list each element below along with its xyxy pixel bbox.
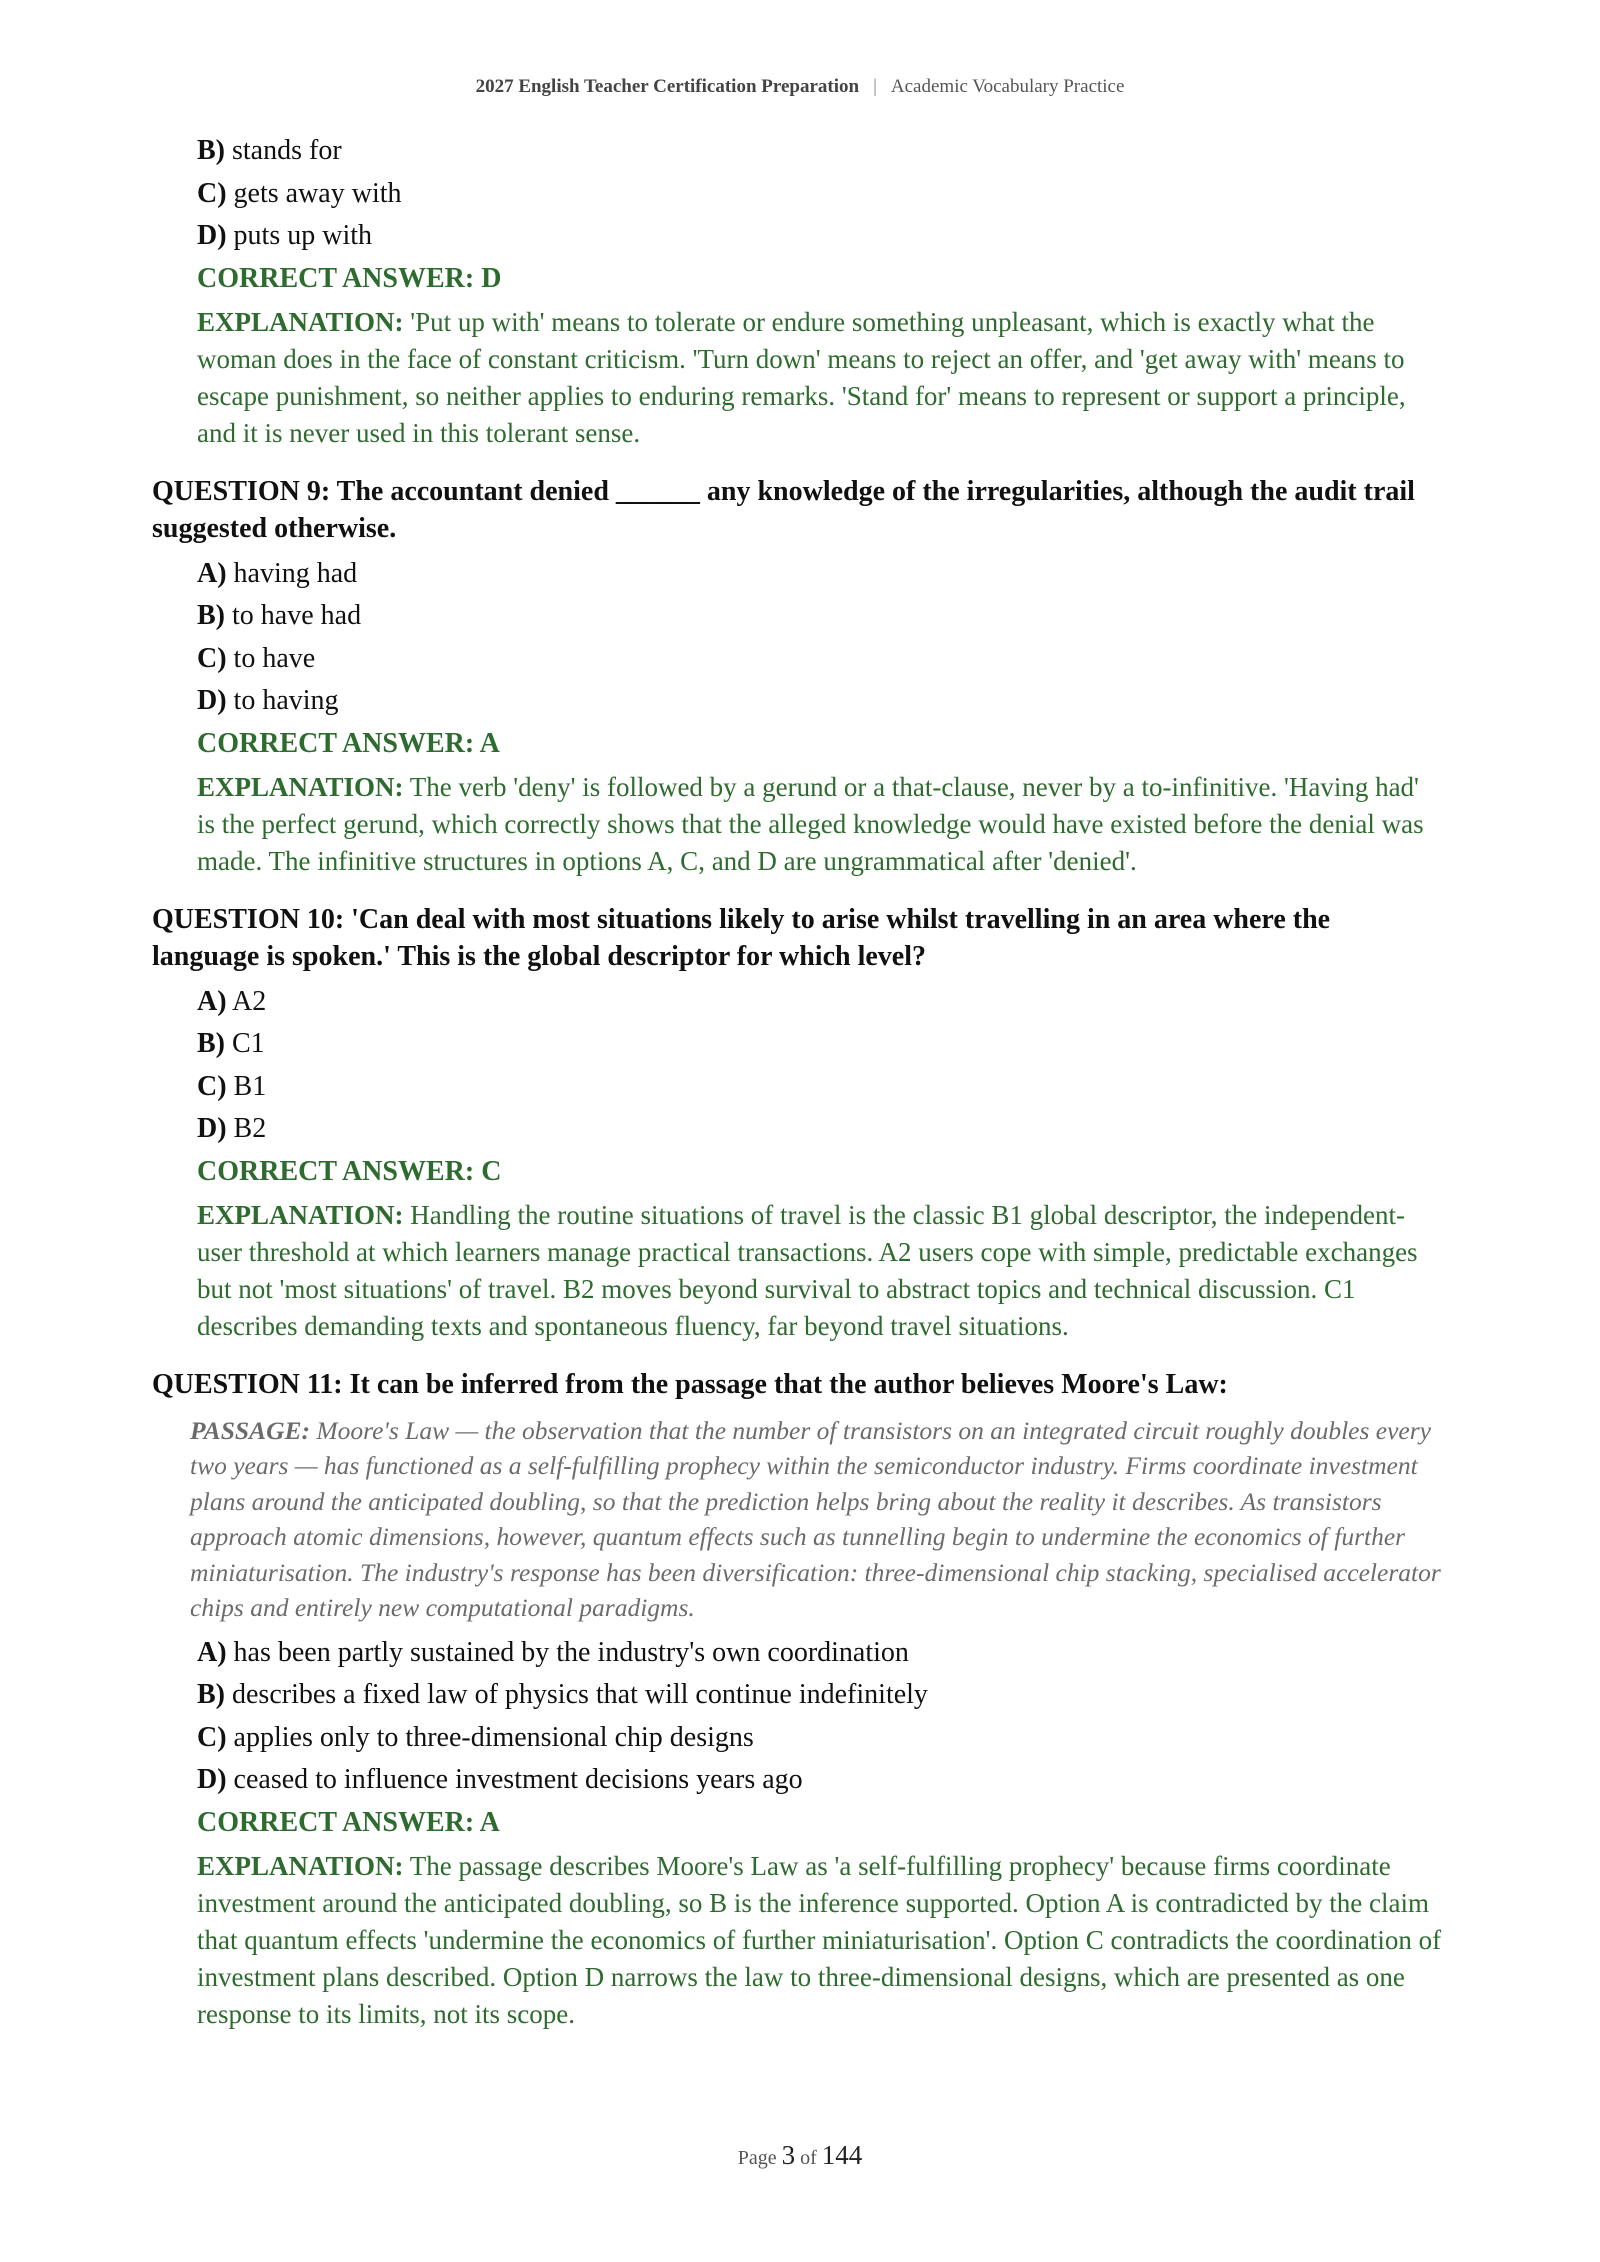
option-b: [197, 134, 1442, 177]
page-number: 3: [781, 2140, 796, 2170]
explanation-text: Handling the routine situations of travel is the classic B1 global descriptor, the independent-user threshold at which learners manage practical transactions. A2 users cope with simple, predictable exchanges but not 'most situations' of travel. B2 moves beyond survival to abstract topics and technical discussion. C1 describes demanding texts and spontaneous fluency, far beyond travel situations.: [197, 1199, 1418, 1341]
option-text: ceased to influence investment decisions years ago: [233, 1764, 803, 1795]
passage-text: Moore's Law — the observation that the number of transistors on an integrated circuit roughly doubles every two years — has functioned as a self-fulfilling prophecy within the semiconductor industry. Firms coordinate investment plans around the anticipated doubling, so that the prediction helps bring about the reality it describes. As transistors approach atomic dimensions, however, quantum effects such as tunnelling begin to undermine the economics of further miniaturisation. The industry's response has been diversification: three-dimensional chip stacking, specialised accelerator chips and entirely new computational paradigms.: [190, 1415, 1441, 1622]
option-text: applies only to three-dimensional chip designs: [233, 1721, 754, 1753]
question-text: QUESTION 9: The accountant denied ______ any knowledge of the irregularities, although the audit trail suggested otherwise.: [152, 475, 1415, 544]
header-separator: |: [873, 76, 877, 97]
page-content: [152, 134, 1442, 2054]
passage-label: PASSAGE:: [190, 1415, 310, 1445]
explanation-text: The passage describes Moore's Law as 'a self-fulfilling prophecy' because firms coordinate investment around the anticipated doubling, so B is the inference supported. Option A is contradicted by the claim that quantum effects 'undermine the economics of further miniaturisation'. Option C contradicts the coordination of investment plans described. Option D narrows the law to three-dimensional designs, which are presented as one response to its limits, not its scope.: [197, 1850, 1442, 2029]
page-footer: [0, 2140, 1600, 2171]
correct-answer: CORRECT ANSWER: C: [197, 1155, 502, 1187]
question-9-block: [152, 473, 1442, 880]
option-letter: D): [197, 685, 227, 716]
option-letter: C): [197, 642, 227, 674]
option-b: [197, 1678, 1442, 1721]
option-text: puts up with: [233, 220, 373, 251]
explanation-text: 'Put up with' means to tolerate or endure something unpleasant, which is exactly what the woman does in the face of constant criticism. 'Turn down' means to reject an offer, and 'get away with' means to escape punishment, so neither applies to enduring remarks. 'Stand for' means to represent or support a principle, and it is never used in this tolerant sense.: [197, 306, 1406, 448]
option-c: [197, 1721, 1442, 1764]
option-text: describes a fixed law of physics that will continue indefinitely: [232, 1679, 928, 1710]
option-letter: D): [197, 220, 227, 251]
option-letter: D): [197, 1764, 227, 1795]
option-letter: A): [197, 1636, 227, 1668]
option-letter: C): [197, 1721, 227, 1753]
option-d: [197, 219, 1442, 262]
explanation: [197, 304, 1442, 452]
option-a: [197, 1636, 1442, 1679]
of-word: of: [800, 2147, 817, 2169]
explanation-text: The verb 'deny' is followed by a gerund or a that-clause, never by a to-infinitive. 'Having had' is the perfect gerund, which correctly shows that the alleged knowledge would have existed before the denial was made. The infinitive structures in options A, C, and D are ungrammatical after 'denied'.: [197, 771, 1424, 876]
option-text: A2: [232, 985, 267, 1017]
option-letter: B): [197, 135, 225, 166]
correct-answer: CORRECT ANSWER: D: [197, 262, 502, 294]
option-letter: A): [197, 985, 227, 1017]
option-c: [197, 642, 1442, 685]
option-text: to having: [233, 685, 339, 716]
explanation: [197, 1848, 1442, 2033]
option-text: having had: [233, 557, 358, 589]
option-d: [197, 1763, 1442, 1806]
page-total: 144: [821, 2140, 863, 2170]
question-text: QUESTION 10: 'Can deal with most situations likely to arise whilst travelling in an area where the language is spoken.' This is the global descriptor for which level?: [152, 903, 1331, 972]
option-letter: A): [197, 557, 227, 589]
correct-answer: CORRECT ANSWER: A: [197, 727, 500, 759]
option-letter: C): [197, 1070, 227, 1102]
explanation-label: EXPLANATION:: [197, 771, 404, 802]
option-b: [197, 1027, 1442, 1070]
option-d: [197, 684, 1442, 727]
explanation-label: EXPLANATION:: [197, 1850, 404, 1881]
option-letter: C): [197, 177, 227, 209]
option-c: [197, 177, 1442, 220]
question-10-block: [152, 901, 1442, 1345]
option-letter: D): [197, 1113, 227, 1144]
header-subtitle: Academic Vocabulary Practice: [890, 76, 1125, 97]
reading-passage: [190, 1413, 1442, 1626]
explanation: [197, 1197, 1442, 1345]
question-text: QUESTION 11: It can be inferred from the passage that the author believes Moore's Law:: [152, 1368, 1228, 1400]
explanation-label: EXPLANATION:: [197, 306, 404, 337]
explanation-label: EXPLANATION:: [197, 1199, 404, 1230]
option-a: [197, 985, 1442, 1028]
option-text: gets away with: [233, 177, 402, 209]
option-d: [197, 1112, 1442, 1155]
page-header: [0, 76, 1600, 98]
question-8-block: [152, 134, 1442, 452]
option-text: to have: [233, 642, 316, 674]
explanation: [197, 769, 1442, 880]
correct-answer: CORRECT ANSWER: A: [197, 1806, 500, 1838]
option-text: B2: [233, 1113, 267, 1144]
option-text: B1: [233, 1070, 267, 1102]
option-text: has been partly sustained by the industry's own coordination: [233, 1636, 909, 1668]
option-text: stands for: [232, 135, 342, 166]
option-letter: B): [197, 1028, 225, 1059]
option-a: [197, 557, 1442, 600]
option-c: [197, 1070, 1442, 1113]
option-text: to have had: [232, 600, 362, 631]
page-word: Page: [737, 2147, 777, 2169]
option-letter: B): [197, 600, 225, 631]
question-11-block: [152, 1366, 1442, 2033]
header-title: 2027 English Teacher Certification Preparation: [475, 76, 860, 97]
option-text: C1: [232, 1028, 265, 1059]
option-b: [197, 599, 1442, 642]
option-letter: B): [197, 1679, 225, 1710]
